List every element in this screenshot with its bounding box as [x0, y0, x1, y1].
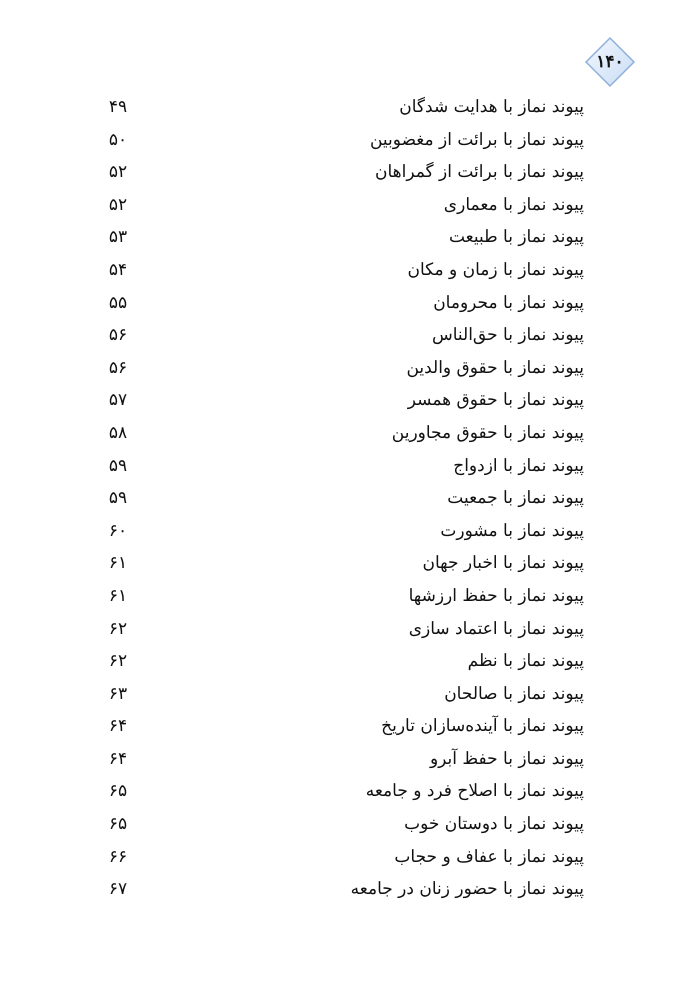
- toc-entry-title: پیوند نماز با زمان و مکان: [407, 259, 584, 280]
- toc-entry: [100, 547, 584, 580]
- toc-entry: [100, 710, 584, 743]
- toc-entry-page: ۶۲: [108, 618, 128, 639]
- toc-entry-title: پیوند نماز با جمعیت: [447, 488, 584, 509]
- toc-entry-title: پیوند نماز با حضور زنان در جامعه: [350, 879, 584, 900]
- toc-entry-page: ۵۹: [108, 455, 128, 476]
- toc-entry-page: ۶۱: [108, 553, 128, 574]
- toc-entry-title: پیوند نماز با برائت از مغضوبین: [369, 129, 584, 150]
- toc-entry: [100, 124, 584, 157]
- toc-entry-page: ۵۲: [108, 162, 128, 183]
- toc-entry: [100, 613, 584, 646]
- toc-entry-page: ۴۹: [108, 97, 128, 117]
- toc-entry-page: ۵۲: [108, 194, 128, 215]
- toc-entry: [100, 417, 584, 450]
- toc-entry-title: پیوند نماز با اصلاح فرد و جامعه: [365, 781, 584, 802]
- toc-entry-page: ۵۹: [108, 488, 128, 509]
- toc-entry: [100, 841, 584, 874]
- toc-entry-page: ۶۷: [108, 879, 128, 900]
- toc-entry-page: ۶۵: [108, 814, 128, 835]
- toc-entry-page: ۶۶: [108, 846, 128, 867]
- toc-entry-page: ۵۳: [108, 227, 128, 248]
- toc-entry: [100, 156, 584, 189]
- toc-entry-title: پیوند نماز با عفاف و حجاب: [394, 846, 584, 867]
- toc-entry: [100, 287, 584, 320]
- toc-entry: [100, 189, 584, 222]
- toc-entry-title: پیوند نماز با اخبار جهان: [422, 553, 584, 574]
- toc-entry-title: پیوند نماز با هدایت شدگان: [399, 97, 584, 117]
- toc-entry-title: پیوند نماز با حقوق مجاورین: [391, 422, 584, 443]
- toc-entry-title: پیوند نماز با حفظ ارزشها: [408, 585, 584, 606]
- toc-entry: [100, 221, 584, 254]
- toc-entry-page: ۵۷: [108, 390, 128, 411]
- toc-entry-page: ۵۰: [108, 129, 128, 150]
- toc-entry: [100, 775, 584, 808]
- toc-entry: [100, 319, 584, 352]
- toc-entry-page: ۶۵: [108, 781, 128, 802]
- toc-entry: [100, 515, 584, 548]
- toc-entry-title: پیوند نماز با صالحان: [444, 683, 584, 704]
- toc-entry: [100, 873, 584, 906]
- toc-entry-title: پیوند نماز با ازدواج: [453, 455, 584, 476]
- toc-entry-title: پیوند نماز با حقوق والدین: [406, 357, 584, 378]
- toc-entry-page: ۶۰: [108, 520, 128, 541]
- toc-entry-title: پیوند نماز با طبیعت: [448, 227, 584, 248]
- toc-entry: [100, 482, 584, 515]
- toc-entry-title: پیوند نماز با دوستان خوب: [404, 814, 584, 835]
- table-of-contents: [100, 91, 584, 906]
- toc-entry: [100, 580, 584, 613]
- toc-entry-page: ۶۴: [108, 748, 128, 769]
- toc-entry-page: ۶۳: [108, 683, 128, 704]
- toc-entry-title: پیوند نماز با حقوق همسر: [407, 390, 584, 411]
- toc-entry-page: ۵۶: [108, 325, 128, 346]
- toc-entry-title: پیوند نماز با برائت از گمراهان: [374, 162, 584, 183]
- toc-entry: [100, 384, 584, 417]
- toc-entry-title: پیوند نماز با مشورت: [440, 520, 584, 541]
- toc-entry-title: پیوند نماز با معماری: [443, 194, 584, 215]
- toc-entry-page: ۶۲: [108, 651, 128, 672]
- page-number-badge: [584, 36, 636, 88]
- toc-entry-page: ۵۶: [108, 357, 128, 378]
- toc-entry-page: ۵۸: [108, 422, 128, 443]
- toc-entry-title: پیوند نماز با اعتماد سازی: [408, 618, 584, 639]
- toc-entry: [100, 743, 584, 776]
- toc-entry: [100, 352, 584, 385]
- toc-entry: [100, 254, 584, 287]
- toc-entry-page: ۶۱: [108, 585, 128, 606]
- toc-entry: [100, 808, 584, 841]
- toc-entry: [100, 450, 584, 483]
- toc-entry-title: پیوند نماز با آینده‌سازان تاریخ: [381, 716, 584, 737]
- toc-entry-title: پیوند نماز با حق‌الناس: [431, 325, 584, 346]
- toc-entry: [100, 91, 584, 124]
- toc-entry-page: ۵۴: [108, 259, 128, 280]
- toc-entry-title: پیوند نماز با حفظ آبرو: [429, 748, 584, 769]
- toc-entry-page: ۵۵: [108, 292, 128, 313]
- toc-entry: [100, 678, 584, 711]
- toc-entry: [100, 645, 584, 678]
- toc-entry-title: پیوند نماز با نظم: [467, 651, 584, 672]
- toc-entry-title: پیوند نماز با محرومان: [433, 292, 584, 313]
- toc-entry-page: ۶۴: [108, 716, 128, 737]
- page-number: ۱۴۰: [596, 52, 624, 72]
